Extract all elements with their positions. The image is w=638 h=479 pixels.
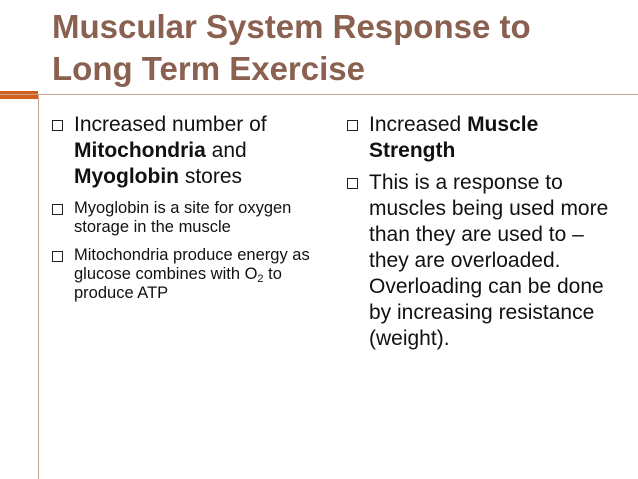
text: Myoglobin is a site for oxygen storage in the muscle — [74, 199, 292, 236]
subscript: 2 — [257, 273, 264, 285]
text: Mitochondria produce energy as glucose combines with O — [74, 246, 310, 283]
square-bullet-icon — [52, 120, 63, 131]
bold-text: Mitochondria — [74, 139, 206, 162]
title-line-1: Muscular System Response to — [52, 8, 531, 45]
square-bullet-icon — [52, 204, 63, 215]
text: This is a response to muscles being used more than they are used to – they are overloaded. Overloading can be done by increasing resistance (weight). — [369, 171, 609, 350]
right-column — [347, 112, 617, 352]
text: Increased number of — [74, 113, 267, 136]
text: to produce ATP — [74, 265, 282, 302]
list-item-muscle-strength — [347, 112, 617, 164]
square-bullet-icon — [347, 120, 358, 131]
bold-text: Myoglobin — [74, 165, 179, 188]
list-item-mitochondria-myoglobin — [52, 112, 322, 190]
slide-title — [52, 6, 612, 90]
left-column — [52, 112, 322, 303]
bold-text: Muscle Strength — [369, 113, 539, 162]
sidebar-rule — [38, 94, 39, 479]
text: and — [205, 139, 247, 162]
list-item-mitochondria-energy — [52, 246, 322, 303]
text: stores — [178, 165, 243, 188]
list-item-overloading — [347, 170, 617, 352]
square-bullet-icon — [347, 178, 358, 189]
text: Increased — [369, 113, 468, 136]
title-line-2: Long Term Exercise — [52, 50, 366, 87]
title-divider — [0, 94, 638, 95]
accent-bar — [0, 91, 38, 99]
list-item-myoglobin-site — [52, 199, 322, 237]
square-bullet-icon — [52, 251, 63, 262]
